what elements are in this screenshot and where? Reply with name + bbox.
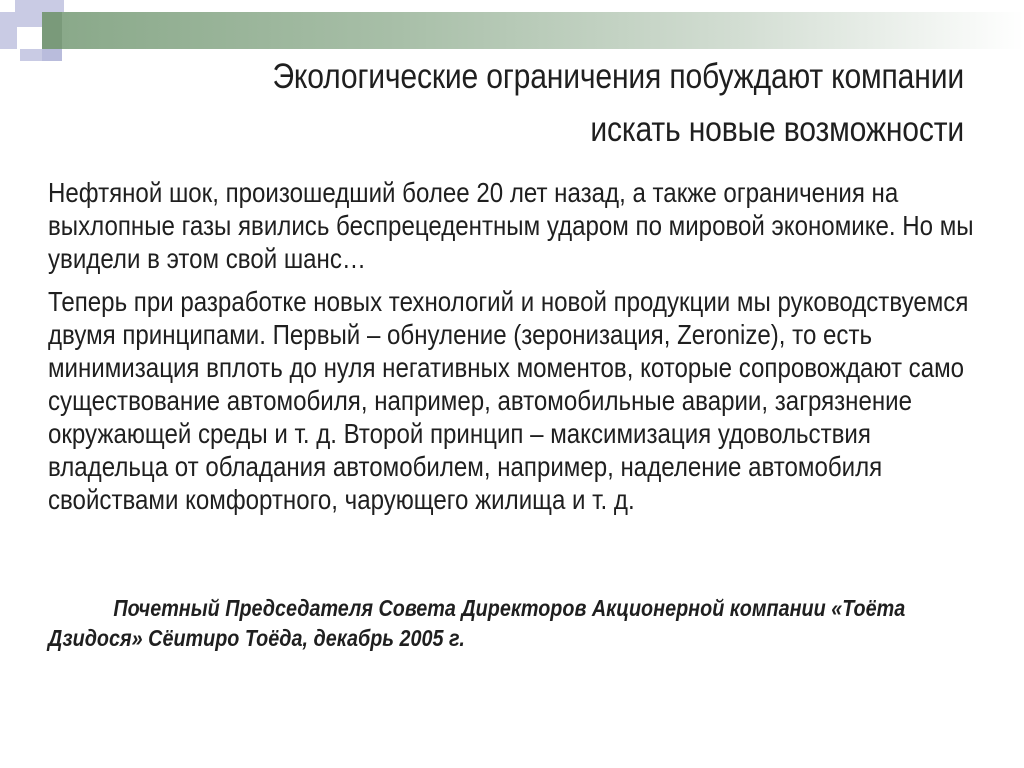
quote-attribution (48, 593, 977, 653)
slide-body (48, 176, 977, 516)
attribution-text: Почетный Председателя Совета Директоров Акционерной компании «Тоёта Дзидося» Сёитиро Тоёда, декабрь 2005 г. (48, 595, 906, 651)
slide-title (187, 50, 964, 156)
decor-square (0, 12, 17, 49)
slide-title-line-1: Экологические ограничения побуждают компании (272, 57, 964, 96)
decor-square (42, 0, 64, 12)
decor-square (20, 49, 42, 61)
decor-square (42, 12, 62, 49)
decor-square (20, 27, 42, 49)
body-paragraph-2: Теперь при разработке новых технологий и новой продукции мы руководствуемся двумя принципами. Первый – обнуление (зеронизация, Zeronize), то есть минимизация вплоть до нуля негативных моментов, которые сопровождают само существование автомобиля, например, автомобильные аварии, загрязнение окружающей среды и т. д. Второй принцип – максимизация удовольствия владельца от обладания автомобилем, например, наделение автомобиля свойствами комфортного, чарующего жилища и т. д. (48, 286, 969, 515)
decor-square (42, 49, 62, 61)
decor-square (15, 0, 42, 27)
body-paragraph-1: Нефтяной шок, произошедший более 20 лет назад, а также ограничения на выхлопные газы явились беспрецедентным ударом по мировой экономике. Но мы увидели в этом свой шанс… (48, 177, 974, 274)
header-gradient-band (62, 12, 1024, 49)
slide-title-line-2: искать новые возможности (590, 110, 964, 149)
